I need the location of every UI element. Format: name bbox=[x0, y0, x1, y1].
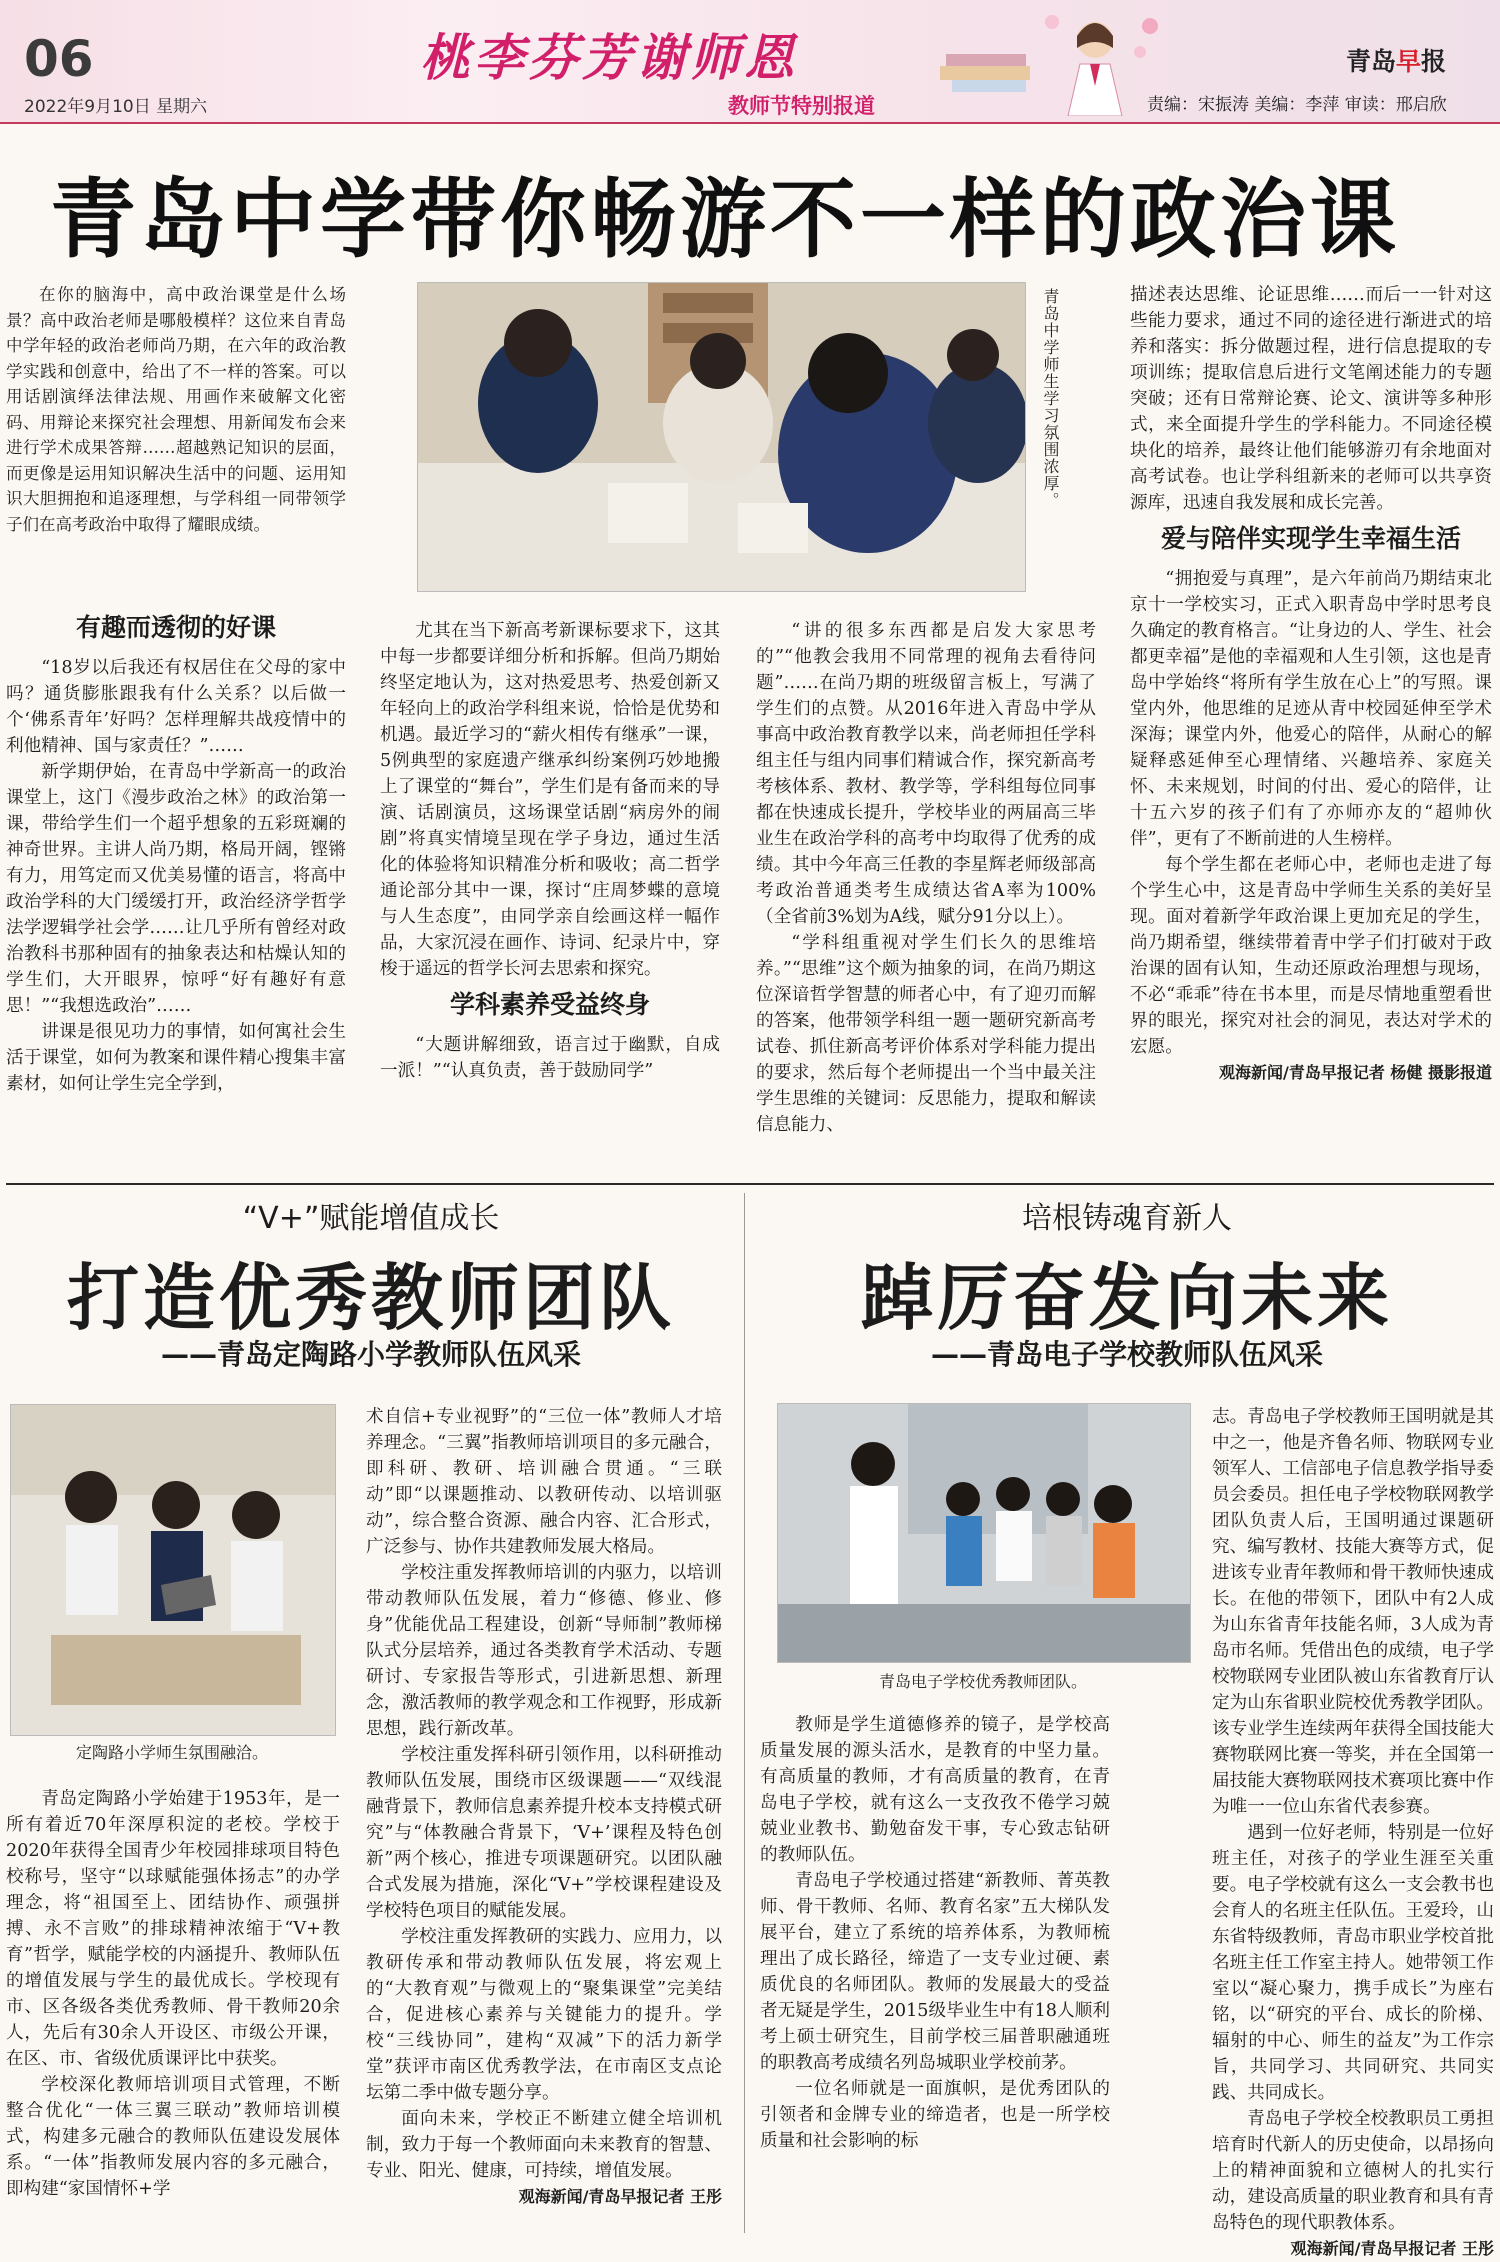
editors-line: 责编：宋振涛 美编：李萍 审读：邢启欣 bbox=[1147, 95, 1447, 115]
article3-credit: 观海新闻/青岛早报记者 王彤 bbox=[1290, 2239, 1494, 2258]
article3-headline: 踔厉奋发向未来 bbox=[860, 1255, 1393, 1340]
article3-subhead: ——青岛电子学校教师队伍风采 bbox=[930, 1338, 1323, 1371]
article1-photo-caption: 青岛中学师生学习氛围浓厚。 bbox=[1041, 288, 1060, 509]
classroom-photo-icon bbox=[418, 283, 1025, 591]
article3-kicker: 培根铸魂育新人 bbox=[1022, 1201, 1232, 1236]
article2-col-right: 术自信+专业视野”的“三位一体”教师人才培养理念。“三翼”指教师培训项目的多元融合，即科研、教研、培训融合贯通。“三联动”即“以课题推动、以教研传动、以培训驱动”，综合整合资源、融合内容、汇合形式，广泛参与、协作共建教师发展大格局。 学校注重发挥教师培训的内驱力，以培训带动教师队伍发展，着力“修德、修业、修身”优能优品工程建设，创新“导师制”教师梯队式分层培养，通过各类教育学术活动、专题研讨、专家报告等形式，引进新思想、新理念，激活教师的教学观念和工作视野，形成新思想，践行新改革。 学校注重发挥科研引领作用，以科研推动教师队伍发展，围绕市区级课题——“双线混融背景下，教师信息素养提升校本支持模式研究”与“体教融合背景下，‘V+’课程及特色创新”两个核心，推进专项课题研究。以团队融合式发展为措施，深化“V+”学校课程建设及学校特色项目的赋能发展。 学校注重发挥教研的实践力、应用力，以教研传承和带动教师队伍发展，将宏观上的“大教育观”与微观上的“聚集课堂”完美结合，促进核心素养与关键能力的提升。学校“三线协同”，建构“双减”下的活力新学堂”获评市南区优秀教学法，在市南区支点论坛第二季中做专题分享。 面向未来，学校正不断建立健全培训机制，致力于每一个教师面向未来教育的智慧、专业、阳光、健康，可持续，增值发展。 观海新闻/青岛早报记者 王彤 bbox=[366, 1404, 722, 2210]
article2-col-left: 青岛定陶路小学始建于1953年，是一所有着近70年深厚积淀的老校。学校于2020年获得全国青少年校园排球项目特色校称号，坚守“以球赋能强体扬志”的办学理念，将“祖国至上、团结协作、顽强拼搏、永不言败”的排球精神浓缩于“V+教育”哲学，赋能学校的内涵提升、教师队伍的增值发展与学生的最优成长。学校现有市、区各级各类优秀教师、骨干教师20余人，先后有30余人开设区、市级公开课，在区、市、省级优质课评比中获奖。 学校深化教师培训项目式管理，不断整合优化“一体三翼三联动”教师培训模式，构建多元融合的教师队伍建设发展体系。“一体”指教师发展内容的多元融合，即构建“家国情怀+学 bbox=[6, 1789, 340, 2199]
article1-col3: “讲的很多东西都是启发大家思考的”“他教会我用不同常理的视角去看待问题”……在尚乃期的班级留言板上，写满了学生们的点赞。从2016年进入青岛中学从事高中政治教育教学以来，尚老师担任学科组主任与组内同事们精诚合作，探究新高考考核体系、教材、教学等，学科组每位同事都在快速成长提升，学校毕业的两届高三毕业生在政治学科的高考中均取得了优秀的成绩。其中今年高三任教的李星辉老师级部高考政治普通类考生成绩达省A率为100%（全省前3%划为A线，赋分91分以上）。 “学科组重视对学生们长久的思维培养。”“思维”这个颇为抽象的词，在尚乃期这位深谙哲学智慧的师者心中，有了迎刃而解的答案，他带领学科组一题一题研究新高考试卷、抓住新高考评价体系对学科能力提出的要求，然后每个老师提出一个当中最关注学生思维的关键词：反思能力，提取和解读信息能力、 bbox=[756, 621, 1096, 1135]
article2-photo bbox=[10, 1404, 336, 1736]
article1-col1: 有趣而透彻的好课 “18岁以后我还有权居住在父母的家中吗？通货膨胀跟我有什么关系？以后做一个‘佛系青年’好吗？怎样理解共战疫情中的利他精神、国与家责任？”…… 新学期伊始，在青岛中学新高一的政治课堂上，这门《漫步政治之林》的政治第一课，带给学生们一个超乎想象的五彩斑斓的神奇世界。主讲人尚乃期，格局开阔，铿锵有力，用笃定而又优美易懂的语言，将高中政治学科的大门缓缓打开，政治经济学哲学法学逻辑学社会学……让几乎所有曾经对政治教科书那种固有的抽象表达和枯燥认知的学生们，大开眼界，惊呼“好有趣好有意思！”“我想选政治”…… 讲课是很见功力的事情，如何寓社会生活于课堂，如何为教案和课件精心搜集丰富素材，如何让学生完全学到， bbox=[6, 613, 346, 1094]
column-divider bbox=[744, 1193, 745, 2233]
teacher-illustration-icon bbox=[940, 6, 1170, 116]
article3-col-right: 志。青岛电子学校教师王国明就是其中之一，他是齐鲁名师、物联网专业领军人、工信部电子信息教学指导委员会委员。担任电子学校物联网教学团队负责人后，王国明通过课题研究、编写教材、技能大赛等方式，促进该专业青年教师和骨干教师快速成长。在他的带领下，团队中有2人成为山东省青年技能名师，3人成为青岛市名师。凭借出色的成绩，电子学校物联网专业团队被山东省教育厅认定为山东省职业院校优秀教学团队。该专业学生连续两年获得全国技能大赛物联网比赛一等奖，并在全国第一届技能大赛物联网技术赛项比赛中作为唯一一位山东省代表参赛。 遇到一位好老师，特别是一位好班主任，对孩子的学业生涯至关重要。电子学校就有这么一支会教书也会育人的名班主任队伍。王爱玲，山东省特级教师，青岛市职业学校首批名班主任工作室主持人。她带领工作室以“凝心聚力，携手成长”为座右铭，以“研究的平台、成长的阶梯、辐射的中心、师生的益友”为工作宗旨，共同学习、共同研究、共同实践、共同成长。 青岛电子学校全校教职员工勇担培育时代新人的历史使命，以昂扬向上的精神面貌和立德树人的扎实行动，建设高质量的职业教育和具有青岛特色的现代职教体系。 观海新闻/青岛早报记者 王彤 bbox=[1212, 1404, 1494, 2262]
article3-col-left: 教师是学生道德修养的镜子，是学校高质量发展的源头活水，是教育的中坚力量。有高质量的教师，才有高质量的教育，在青岛电子学校，就有这么一支孜孜不倦学习兢兢业业教书、勤勉奋发干事，专心致志钻研的教师队伍。 青岛电子学校通过搭建“新教师、菁英教师、骨干教师、名师、教育名家”五大梯队发展平台，建立了系统的培养体系，为教师梳理出了成长路径，缔造了一支专业过硬、素质优良的名师团队。教师的发展最大的受益者无疑是学生，2015级毕业生中有18人顺利考上硕士研究生，目前学校三届普职融通班的职教高考成绩名列岛城职业学校前茅。 一位名师就是一面旗帜，是优秀团队的引领者和金牌专业的缔造者，也是一所学校质量和社会影响的标 bbox=[760, 1715, 1110, 2151]
article2-kicker: “V+”赋能增值成长 bbox=[242, 1201, 500, 1236]
article1-col2: 尤其在当下新高考新课标要求下，这其中每一步都要详细分析和拆解。但尚乃期始终坚定地认为，这对热爱思考、热爱创新又年轻向上的政治学科组来说，恰恰是优势和机遇。最近学习的“薪火相传有继承”一课，5例典型的家庭遗产继承纠纷案例巧妙地搬上了课堂的“舞台”，学生们是有备而来的导演、话剧演员，这场课堂话剧“病房外的闹剧”将真实情境呈现在学子身边，通过生活化的体验将知识精准分析和吸收；高二哲学通论部分其中一课，探讨“庄周梦蝶的意境与人生态度”，由同学亲自绘画这样一幅作品，大家沉浸在画作、诗词、纪录片中，穿梭于遥远的哲学长河去思索和探究。 学科素养受益终身 “大题讲解细致，语言过于幽默，自成一派！”“认真负责，善于鼓励同学” bbox=[380, 621, 720, 1081]
subheading-love: 爱与陪伴实现学生幸福生活 bbox=[1160, 524, 1461, 553]
article2-credit: 观海新闻/青岛早报记者 王彤 bbox=[518, 2187, 722, 2206]
article1-col4: 描述表达思维、论证思维……而后一一针对这些能力要求，通过不同的途径进行渐进式的培养和落实：拆分做题过程，进行信息提取的专项训练；提取信息后进行文笔阐述能力的专题突破；还有日常辩论赛、论文、演讲等多种形式，来全面提升学生的学科能力。不同途径模块化的培养，最终让他们能够游刃有余地面对高考试卷。也让学科组新来的老师可以共享资源库，迅速自我发展和成长完善。 爱与陪伴实现学生幸福生活 “拥抱爱与真理”，是六年前尚乃期结束北京十一学校实习，正式入职青岛中学时思考良久确定的教育格言。“让身边的人、学生、社会都更幸福”是他的幸福观和人生引领，这也是青岛中学始终“将所有学生放在心上”的写照。课堂内外，他思维的足迹从青中校园延伸至学术深海；课堂内外，他爱心的陪伴，从耐心的解疑释惑延伸至心理情绪、兴趣培养、家庭关怀、未来规划，时间的付出、爱心的陪伴，让十五六岁的孩子们有了亦师亦友的“超帅伙伴”，更有了不断前进的人生榜样。 每个学生都在老师心中，老师也走进了每个学生心中，这是青岛中学师生关系的美好呈现。面对着新学年政治课上更加充足的学生，尚乃期希望，继续带着青中学子们打破对于政治课的固有认知，生动还原政治理想与现场，不必“乖乖”待在书本里，而是尽情地重塑看世界的眼光，探究对社会的洞见，表达对学术的宏愿。 观海新闻/青岛早报记者 杨健 摄影报道 bbox=[1130, 282, 1492, 1086]
banner-title: 桃李芬芳谢师恩 bbox=[420, 28, 798, 87]
article3-photo bbox=[777, 1403, 1191, 1663]
article3-photo-caption: 青岛电子学校优秀教师团队。 bbox=[878, 1672, 1087, 1691]
subheading-lifelong: 学科素养受益终身 bbox=[449, 990, 650, 1019]
article1-lead: 在你的脑海中，高中政治课堂是什么场景？高中政治老师是哪般模样？这位来自青岛中学年轻的政治老师尚乃期，在六年的政治教学实践和创意中，给出了不一样的答案。可以用话剧演绎法律法规、用画作来破解文化密码、用辩论来探究社会理想、用新闻发布会来进行学术成果答辩……超越熟记知识的层面，而更像是运用知识解决生活中的问题、运用知识大胆拥抱和追逐理想，与学科组一同带领学子们在高考政治中取得了耀眼成绩。 bbox=[6, 285, 346, 534]
article2-headline: 打造优秀教师团队 bbox=[66, 1255, 675, 1340]
special-report-label: 教师节特别报道 bbox=[728, 94, 875, 118]
section-divider bbox=[6, 1183, 1494, 1185]
article2-photo-caption: 定陶路小学师生氛围融洽。 bbox=[75, 1743, 268, 1762]
subheading-fun-class: 有趣而透彻的好课 bbox=[75, 613, 276, 642]
article1-credit: 观海新闻/青岛早报记者 杨健 摄影报道 bbox=[1219, 1063, 1492, 1082]
teachers-group-photo-icon bbox=[778, 1404, 1190, 1662]
issue-date: 2022年9月10日 星期六 bbox=[24, 97, 208, 117]
newspaper-logo: 青岛早报 bbox=[1346, 47, 1447, 76]
article2-subhead: ——青岛定陶路小学教师队伍风采 bbox=[160, 1338, 581, 1371]
students-photo-icon bbox=[11, 1405, 335, 1735]
article1-photo bbox=[417, 282, 1026, 592]
page-number: 06 bbox=[24, 30, 94, 88]
article1-headline: 青岛中学带你畅游不一样的政治课 bbox=[50, 169, 1400, 270]
